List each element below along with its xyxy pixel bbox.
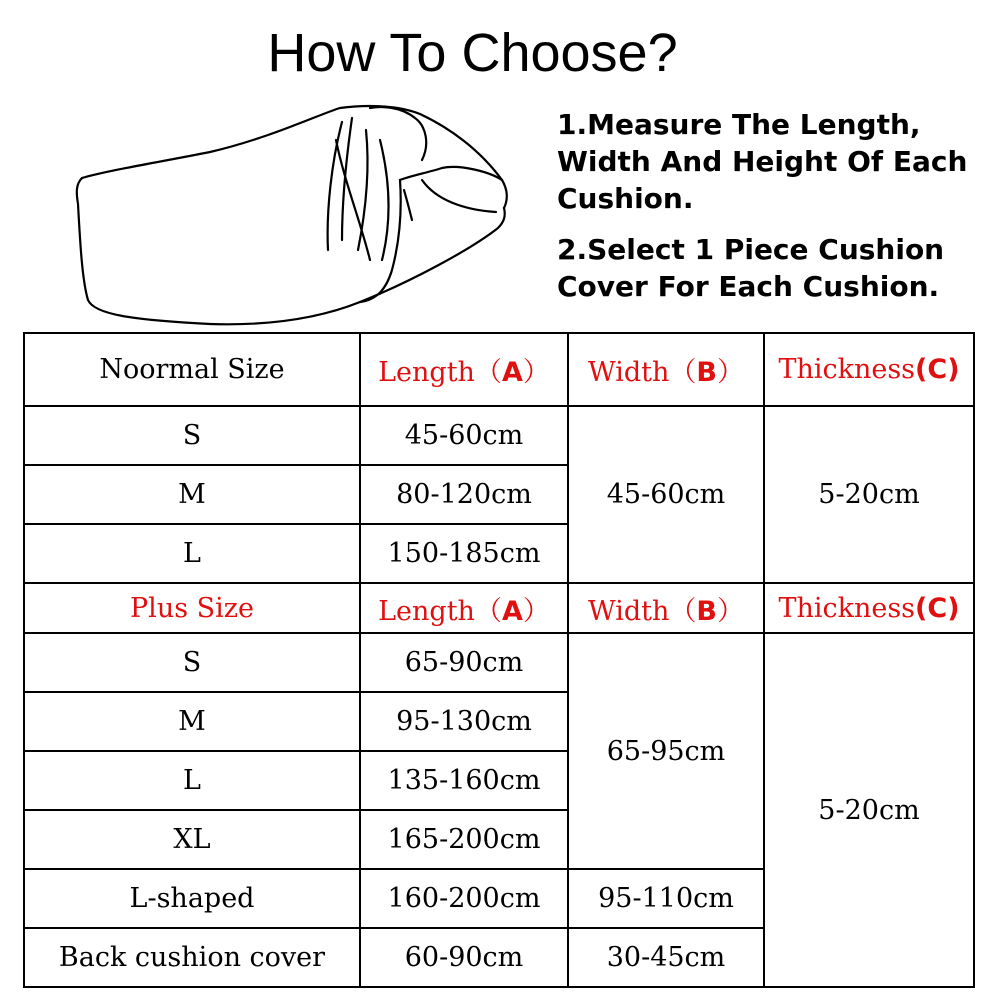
- width-cell: 65-95cm: [568, 633, 764, 869]
- length-header: Length（A）: [360, 583, 568, 633]
- length-header: Length（A）: [360, 333, 568, 406]
- instruction-step-1: 1.Measure The Length, Width And Height Of Each Cushion.: [557, 108, 968, 215]
- instruction-step-2: 2.Select 1 Piece Cushion Cover For Each Cushion.: [557, 233, 945, 303]
- length-cell: 160-200cm: [360, 869, 568, 928]
- size-cell: L-shaped: [24, 869, 360, 928]
- size-table: [23, 332, 975, 988]
- thickness-header: Thickness(C): [764, 583, 974, 633]
- size-cell: S: [24, 406, 360, 465]
- page-title: How To Choose?: [267, 23, 678, 83]
- normal-size-header: Noormal Size: [24, 333, 360, 406]
- length-cell: 60-90cm: [360, 928, 568, 987]
- size-cell: M: [24, 465, 360, 524]
- size-cell: XL: [24, 810, 360, 869]
- length-cell: 95-130cm: [360, 692, 568, 751]
- cushion-illustration: [70, 100, 530, 330]
- plus-size-header: Plus Size: [24, 583, 360, 633]
- instructions: [557, 106, 987, 319]
- thickness-header: Thickness(C): [764, 333, 974, 406]
- width-cell: 30-45cm: [568, 928, 764, 987]
- size-cell: S: [24, 633, 360, 692]
- table-row: [24, 633, 974, 692]
- length-cell: 65-90cm: [360, 633, 568, 692]
- size-cell: L: [24, 751, 360, 810]
- size-cell: M: [24, 692, 360, 751]
- width-cell: 45-60cm: [568, 406, 764, 583]
- plus-size-header-row: [24, 583, 974, 633]
- table-row: [24, 406, 974, 465]
- thickness-cell: 5-20cm: [764, 633, 974, 987]
- width-header: Width（B）: [568, 333, 764, 406]
- length-cell: 165-200cm: [360, 810, 568, 869]
- size-cell: L: [24, 524, 360, 583]
- length-cell: 80-120cm: [360, 465, 568, 524]
- width-header: Width（B）: [568, 583, 764, 633]
- size-cell: Back cushion cover: [24, 928, 360, 987]
- width-cell: 95-110cm: [568, 869, 764, 928]
- length-cell: 150-185cm: [360, 524, 568, 583]
- thickness-cell: 5-20cm: [764, 406, 974, 583]
- length-cell: 135-160cm: [360, 751, 568, 810]
- normal-size-header-row: [24, 333, 974, 406]
- length-cell: 45-60cm: [360, 406, 568, 465]
